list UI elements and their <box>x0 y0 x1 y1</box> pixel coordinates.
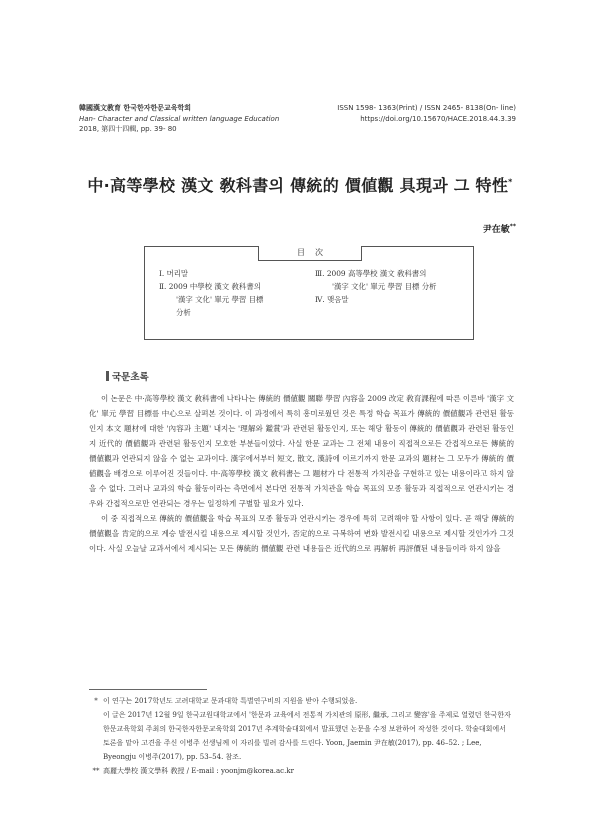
issn: ISSN 1598- 1363(Print) / ISSN 2465- 8138(On- line) <box>337 104 516 112</box>
toc-item: Ⅱ. 2009 中學校 漢文 敎科書의 <box>159 282 261 291</box>
paper-title-text: 中·高等學校 漢文 敎科書의 傳統的 價値觀 具現과 그 特性 <box>87 176 509 195</box>
table-of-contents <box>144 246 474 340</box>
footnote-mark: ** <box>92 767 100 775</box>
footnote <box>89 694 514 708</box>
toc-column-left <box>159 267 309 319</box>
doi-link[interactable]: https://doi.org/10.15670/HACE.2018.44.3.39 <box>360 114 516 123</box>
toc-item: Ⅲ. 2009 高等學校 漢文 敎科書의 <box>315 269 427 278</box>
toc-item: '漢字 文化' 單元 學習 目標 分析 <box>332 282 437 291</box>
toc-item: '漢字 文化' 單元 學習 目標 <box>176 295 264 304</box>
footnote-text: 이 글은 2017년 12월 9일 한국교원대학교에서 '한문과 교육에서 전통적 가치관의 原形, 繼承, 그리고 變容'을 주제로 열렸던 한국한자한문교육학회 주최의 한국한자한문교육학회 2017년 추계학술대회에서 발표했던 논문을 수정 보완하여 작성한 것이다. 학술대회에서 토론을 맡아 고견을 주신 이병주 선생님께 이 자리를 빌려 감사를 드린다. Yoon, Jaemin 尹在敏(2017), pp. 46–52. ; Lee, Byeongju 이병주(2017), pp. 53–54. 참조. <box>103 711 511 761</box>
title-footnote-mark[interactable]: * <box>508 177 513 187</box>
abstract-body <box>89 391 514 556</box>
paper-title <box>40 173 560 196</box>
footnote <box>89 764 514 778</box>
publication-info <box>337 103 516 124</box>
toc-item: 分析 <box>176 308 191 317</box>
journal-name-en: Han- Character and Classical written language Education <box>79 114 280 123</box>
toc-heading: 目次 <box>258 246 362 261</box>
journal-header <box>79 103 279 135</box>
footnotes <box>89 694 514 778</box>
footnote-divider <box>89 689 207 690</box>
footnote-mark: * <box>94 697 98 705</box>
journal-name: 韓國漢文教育 한국한자한문교육학회 <box>79 104 192 112</box>
toc-column-right <box>315 267 470 306</box>
toc-item: Ⅰ. 머리말 <box>159 269 189 278</box>
footnote <box>89 708 514 764</box>
footnote-text: 高麗大學校 漢文學科 敎授 / E-mail : yoonjm@korea.ac.kr <box>103 767 294 775</box>
author-footnote-mark[interactable]: ** <box>509 223 516 230</box>
abstract-paragraph: 이 논문은 中·高等學校 漢文 敎科書에 나타나는 傳統的 價値觀 關聯 學習 內容을 2009 改定 敎育課程에 따른 이른바 '漢字 文化' 單元 學習 目標를 中心으로 살펴본 것이다. 이 과정에서 특히 흥미로웠던 것은 특정 학습 목표가 傳統的 價値觀과 관련된 활동인지 本文 題材에 대한 '內容과 主題' 내지는 '理解와 鑑賞'과 관련된 활동인지, 또는 해당 활동이 傳統的 價値觀과 관련된 활동인지 近代的 價値觀과 관련된 활동인지 모호한 부분들이었다. 사실 한문 교과는 그 전체 내용이 직접적으로든 간접적으로든 傳統的 價値觀과 연관되지 않을 수 없는 교과이다. 漢字에서부터 短文, 散文, 漢詩에 이르기까지 한문 교과의 題材는 그 모두가 傳統的 價値觀을 배경으로 이루어진 것들이다. 中·高等學校 漢文 敎科書는 그 題材가 다 전통적 가치관을 구현하고 있는 내용이라고 하지 않을 수 없다. 그러나 교과의 학습 활동이라는 측면에서 본다면 전통적 가치관을 학습 목표의 모종 활동과 직접적으로 연관시키는 경우와 간접적으로만 연관되는 경우는 일정하게 구별할 필요가 있다. <box>89 394 514 508</box>
author-name: 尹在敏 <box>482 225 510 235</box>
abstract-paragraph: 이 중 직접적으로 傳統的 價値觀을 학습 목표의 모종 활동과 연관시키는 경우에 특히 고려해야 할 사항이 있다. 곧 해당 傳統的 價値觀을 肯定的으로 계승 발전시킬 내용으로 제시할 것인가, 否定的으로 극복하여 변화 발전시킬 내용으로 제시할 것인가가 그것이다. 사실 오늘날 교과서에서 제시되는 모든 傳統的 價値觀 관련 내용들은 近代的으로 再解析 再評價된 내용들이라 하지 않을 <box>89 514 514 553</box>
footnote-text: 이 연구는 2017학년도 고려대학교 문과대학 특별연구비의 지원을 받아 수행되었음. <box>103 697 358 705</box>
abstract-heading-text: 국문초록 <box>112 372 149 383</box>
footnote-mark <box>89 708 103 764</box>
author <box>483 222 516 235</box>
journal-issue: 2018, 第四十四輯, pp. 39- 80 <box>79 125 177 133</box>
abstract-heading <box>106 369 149 383</box>
heading-bar-icon <box>106 371 109 381</box>
toc-item: Ⅳ. 맺음말 <box>315 295 349 304</box>
